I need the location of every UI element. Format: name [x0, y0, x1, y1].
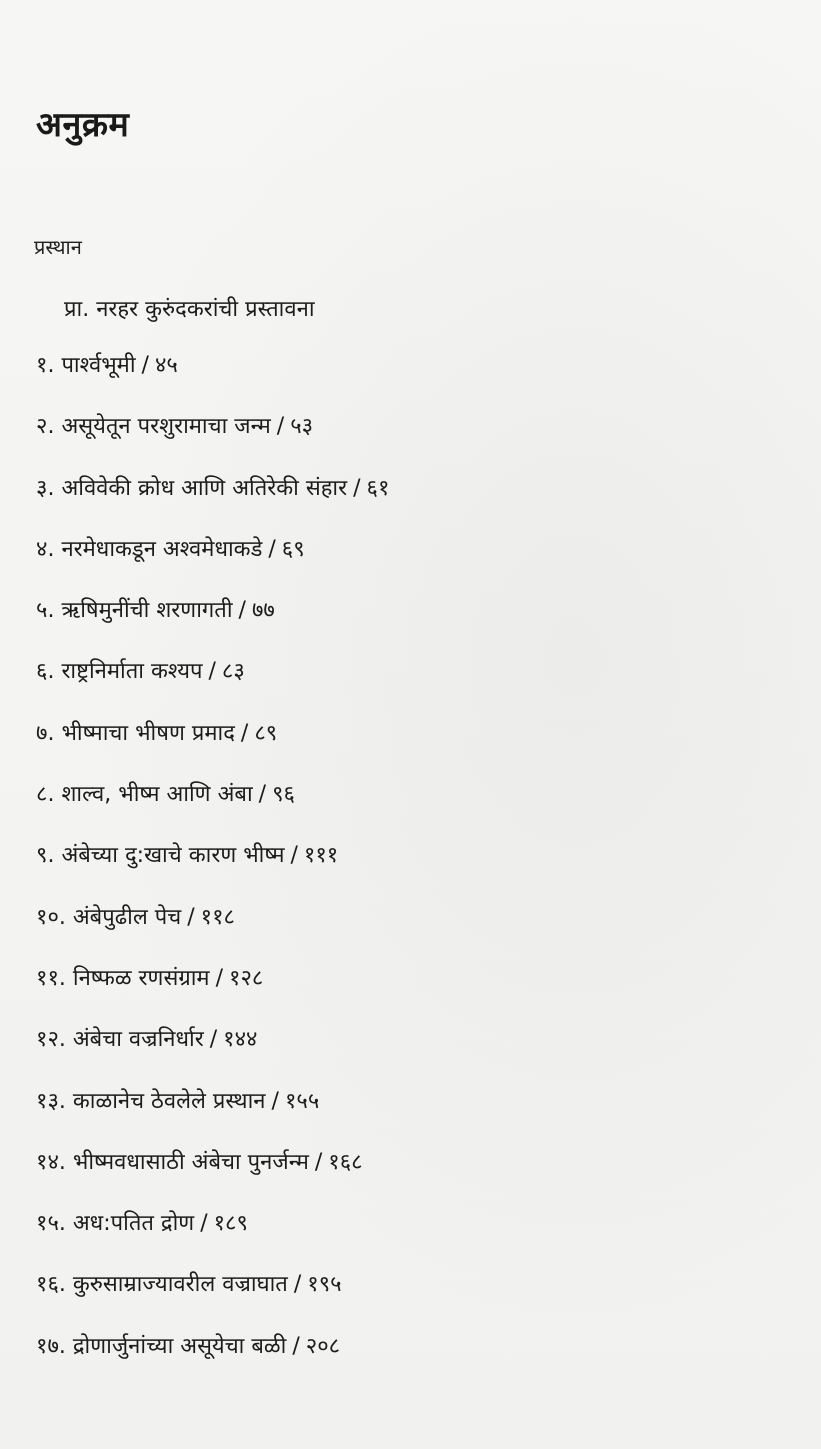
chapter-title: अध:पतित द्रोण	[72, 1211, 195, 1237]
separator: /	[292, 1333, 300, 1359]
page-title: अनुक्रम	[36, 105, 130, 145]
chapter-page: ११८	[200, 904, 235, 930]
separator: /	[293, 1272, 302, 1298]
chapter-page: ४५	[154, 353, 178, 378]
chapter-page: ६१	[366, 475, 390, 501]
toc-entry	[36, 1144, 389, 1205]
chapter-number: १४.	[36, 1149, 66, 1175]
separator: /	[187, 904, 195, 930]
toc-entry	[36, 347, 389, 408]
separator: /	[276, 414, 285, 440]
toc-entry	[36, 531, 389, 592]
chapter-title: राष्ट्रनिर्माता कश्यप	[61, 659, 203, 685]
separator: /	[290, 843, 298, 869]
toc-entry	[36, 1021, 389, 1082]
chapter-title: अंबेच्या दु:खाचे कारण भीष्म	[61, 843, 285, 869]
separator: /	[215, 965, 224, 991]
chapter-page: ५३	[290, 414, 314, 440]
chapter-number: ७.	[36, 720, 55, 746]
chapter-title: पार्श्वभूमी	[61, 353, 136, 378]
chapter-number: ४.	[36, 536, 55, 562]
chapter-title: कुरुसाम्राज्यावरील वज्राघात	[72, 1272, 288, 1298]
chapter-page: १९५	[307, 1272, 342, 1298]
toc-entry	[36, 960, 389, 1021]
toc-entry	[36, 899, 389, 960]
chapter-page: १४४	[223, 1027, 258, 1053]
chapter-page: १५५	[284, 1088, 320, 1114]
chapter-title: अविवेकी क्रोध आणि अतिरेकी संहार	[61, 475, 348, 501]
chapter-number: १२.	[36, 1027, 66, 1053]
chapter-title: काळानेच ठेवलेले प्रस्थान	[72, 1088, 266, 1114]
chapter-title: असूयेतून परशुरामाचा जन्म	[61, 414, 271, 440]
toc-entry	[36, 715, 389, 776]
chapter-page: ९६	[272, 782, 295, 808]
chapter-number: १७.	[36, 1333, 66, 1359]
chapter-page: १२८	[229, 965, 264, 991]
chapter-page: २०८	[305, 1333, 341, 1359]
chapter-page: ७७	[251, 598, 275, 624]
separator: /	[268, 536, 276, 562]
chapter-page: ८३	[221, 659, 245, 685]
chapter-number: १५.	[36, 1211, 66, 1237]
toc-entry	[36, 470, 389, 531]
toc-entry	[36, 837, 389, 898]
chapter-title: अंबेपुढील पेच	[72, 904, 182, 930]
chapter-title: द्रोणार्जुनांच्या असूयेचा बळी	[72, 1333, 287, 1359]
separator: /	[258, 782, 267, 808]
separator: /	[353, 475, 361, 501]
chapter-page: ८९	[254, 720, 278, 746]
chapter-title: शाल्व, भीष्म आणि अंबा	[61, 782, 253, 808]
chapter-title: निष्फळ रणसंग्राम	[72, 965, 210, 991]
chapter-number: ११.	[36, 965, 66, 991]
toc-entry	[36, 1328, 389, 1389]
chapter-number: ५.	[36, 598, 55, 624]
toc-entry	[36, 1083, 389, 1144]
toc-entry	[36, 1205, 389, 1266]
chapter-title: नरमेधाकडून अश्वमेधाकडे	[61, 536, 263, 562]
preface-entry: प्रा. नरहर कुरुंदकरांची प्रस्तावना	[64, 297, 315, 322]
chapter-number: १६.	[36, 1272, 66, 1298]
toc-entry	[36, 653, 389, 714]
separator: /	[208, 659, 216, 685]
chapter-number: १.	[36, 353, 55, 378]
chapter-number: ८.	[36, 782, 55, 808]
table-of-contents	[36, 347, 389, 1389]
separator: /	[314, 1149, 323, 1175]
separator: /	[209, 1027, 218, 1053]
chapter-page: १६८	[328, 1149, 363, 1175]
chapter-number: ३.	[36, 475, 55, 501]
separator: /	[141, 353, 149, 378]
toc-entry	[36, 776, 389, 837]
chapter-number: २.	[36, 414, 55, 440]
chapter-number: ६.	[36, 659, 55, 685]
chapter-number: १३.	[36, 1088, 66, 1114]
chapter-title: अंबेचा वज्रनिर्धार	[72, 1027, 204, 1053]
separator: /	[238, 598, 246, 624]
chapter-number: १०.	[36, 904, 66, 930]
toc-entry	[36, 408, 389, 469]
chapter-page: १८९	[213, 1211, 248, 1237]
chapter-page: ६९	[281, 536, 305, 562]
separator: /	[271, 1088, 279, 1114]
chapter-title: भीष्मवधासाठी अंबेचा पुनर्जन्म	[72, 1149, 309, 1175]
chapter-page: १११	[303, 843, 339, 869]
separator: /	[200, 1211, 208, 1237]
chapter-number: ९.	[36, 843, 55, 869]
section-label: प्रस्थान	[34, 235, 82, 259]
chapter-title: ऋषिमुनींची शरणागती	[61, 598, 233, 624]
separator: /	[240, 720, 249, 746]
toc-entry	[36, 592, 389, 653]
toc-entry	[36, 1266, 389, 1327]
chapter-title: भीष्माचा भीषण प्रमाद	[61, 720, 235, 746]
